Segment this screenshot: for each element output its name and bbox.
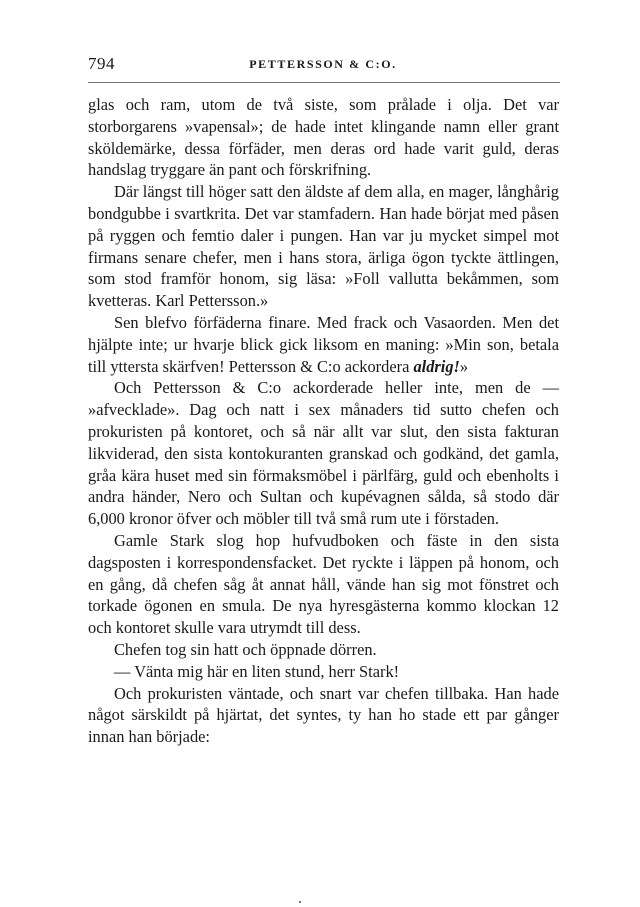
- paragraph: Där längst till höger satt den äldste af dem alla, en mager, långhårig bondgubbe i svartkrita. Det var stamfadern. Han hade börjat med påsen på ryggen och femtio daler i pungen. Han var ju mycket simpel mot firmans senare chefer, men i hans stora, ärliga ögon tyckte ättlingen, som stod framför honom, sig läsa: »Foll vallutta bekåmmen, som kvetteras. Karl Pettersson.»: [88, 182, 559, 311]
- paragraph: Och Pettersson & C:o ackorderade heller inte, men de — »afvecklade». Dag och natt i sex månaders tid sutto chefen och prokuristen på kontoret, och så när allt var slut, den sista fakturan likviderad, den sista kontokuranten granskad och godkänd, det gamla, gråa kära huset med sin förmaksmöbel i pärlfärg, guld och ebenholts i andra händer, Nero och Sultan och kupévagnen sålda, så stodo där 6,000 kronor öfver och möbler till två små rum ute i förstaden.: [88, 378, 559, 529]
- paragraph: glas och ram, utom de två siste, som prålade i olja. Det var storborgarens »vapensal»; de hade intet klingande namn eller grant sköldemärke, dessa förfäder, men deras ord hade varit guld, deras handslag tryggare än pant och förskrifning.: [88, 95, 559, 180]
- page-number: 794: [88, 54, 115, 73]
- emphasis-text: aldrig!: [413, 356, 460, 376]
- paragraph: — Vänta mig här en liten stund, herr Stark!: [114, 661, 400, 681]
- header-rule: [88, 82, 560, 83]
- paragraph-text: »: [459, 356, 469, 376]
- paragraph: Gamle Stark slog hop hufvudboken och fäste in den sista dagsposten i korrespondensfacket. Det ryckte i läppen på honom, och en gång, då chefen såg åt annat håll, vände han sig mot fönstret och torkade ögonen en smula. De nya hyresgästerna kommo klockan 12 och kontoret skulle vara utrymdt till dess.: [88, 530, 559, 638]
- print-speck: [299, 901, 301, 903]
- running-head: PETTERSSON & C:O.: [249, 57, 397, 71]
- paragraph-text: Sen blefvo förfäderna finare. Med frack och Vasaorden. Men det hjälpte inte; ur hvarje blick gick liksom en maning: »Min son, betala till yttersta skärfven! Pettersson & C:o ackordera: [88, 312, 559, 376]
- paragraph: Och prokuristen väntade, och snart var chefen tillbaka. Han hade något särskildt på hjärtat, det syntes, ty han ho stade ett par gånger innan han började:: [88, 683, 559, 747]
- paragraph: [88, 312, 559, 377]
- page-header: [88, 54, 558, 76]
- paragraph: Chefen tog sin hatt och öppnade dörren.: [114, 639, 377, 659]
- body-text: [88, 94, 559, 748]
